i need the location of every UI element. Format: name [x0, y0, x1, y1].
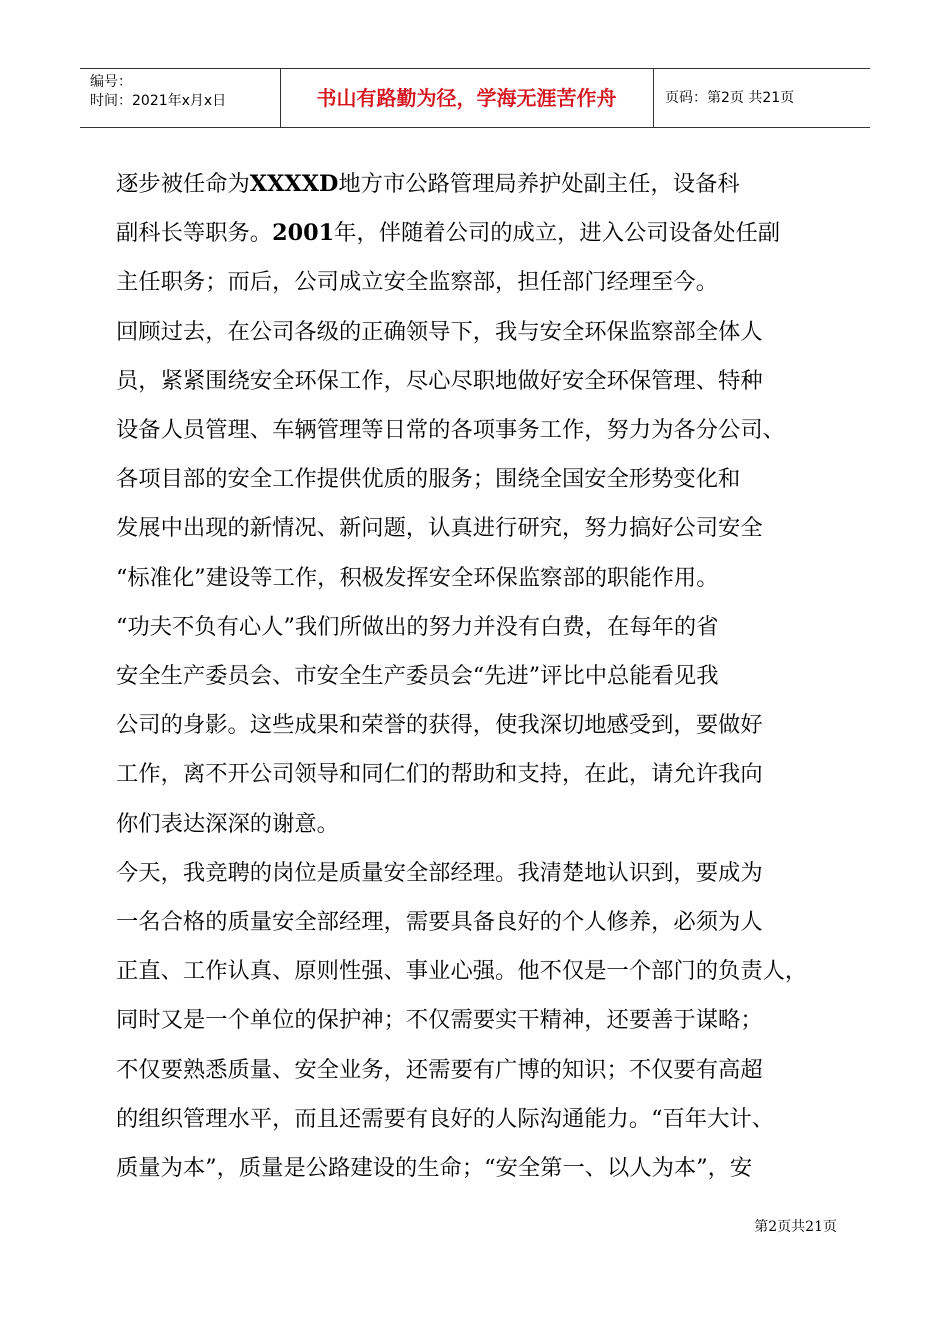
- body-line: 的组织管理水平，而且还需要有良好的人际沟通能力。“百年大计、: [116, 1105, 775, 1132]
- page-header: [80, 68, 870, 128]
- body-line: 同时又是一个单位的保护神；不仅需要实干精神，还要善于谋略；: [116, 1007, 763, 1034]
- body-line: 工作，离不开公司领导和同仁们的帮助和支持，在此，请允许我向: [116, 761, 763, 788]
- header-motto: 书山有路勤为径，学海无涯苦作舟: [316, 86, 617, 110]
- page-footer: 第2页共21页: [754, 1219, 837, 1235]
- body-line: 发展中出现的新情况、新问题，认真进行研究，努力搞好公司安全: [116, 515, 763, 542]
- body-line: 不仅要熟悉质量、安全业务，还需要有广博的知识；不仅要有高超: [116, 1056, 763, 1083]
- body-line: 设备人员管理、车辆管理等日常的各项事务工作，努力为各分公司、: [116, 417, 785, 444]
- body-line: 正直、工作认真、原则性强、事业心强。他不仅是一个部门的负责人，: [116, 958, 808, 985]
- body-line: 安全生产委员会、市安全生产委员会“先进”评比中总能看见我: [116, 663, 719, 690]
- header-meta: [90, 73, 226, 111]
- body-line: 今天，我竞聘的岗位是质量安全部经理。我清楚地认识到，要成为: [116, 859, 763, 886]
- document-body: [116, 160, 838, 1193]
- document-number-label: 编号：: [90, 74, 132, 90]
- header-divider: [653, 69, 654, 127]
- body-line: “功夫不负有心人”我们所做出的努力并没有白费，在每年的省: [116, 613, 719, 640]
- body-line: 一名合格的质量安全部经理，需要具备良好的个人修养，必须为人: [116, 909, 763, 936]
- body-line: 你们表达深深的谢意。: [116, 810, 339, 837]
- body-line: 回顾过去，在公司各级的正确领导下，我与安全环保监察部全体人: [116, 318, 763, 345]
- body-line: 主任职务；而后，公司成立安全监察部，担任部门经理至今。: [116, 269, 719, 296]
- document-date: 时间：2021年x月x日: [90, 93, 227, 109]
- body-line: 各项目部的安全工作提供优质的服务；围绕全国安全形势变化和: [116, 466, 741, 493]
- body-line: 员，紧紧围绕安全环保工作，尽心尽职地做好安全环保管理、特种: [116, 367, 763, 394]
- body-line: 副科长等职务。2001年，伴随着公司的成立，进入公司设备处任副: [116, 220, 781, 247]
- body-line: “标准化”建设等工作，积极发挥安全环保监察部的职能作用。: [116, 564, 719, 591]
- header-page-code: 页码：第2页 共21页: [665, 90, 795, 106]
- body-line: 公司的身影。这些成果和荣誉的获得，使我深切地感受到，要做好: [116, 712, 763, 739]
- body-line: 逐步被任命为XXXXD地方市公路管理局养护处副主任，设备科: [116, 171, 740, 197]
- body-line: 质量为本”，质量是公路建设的生命；“安全第一、以人为本”，安: [116, 1155, 753, 1182]
